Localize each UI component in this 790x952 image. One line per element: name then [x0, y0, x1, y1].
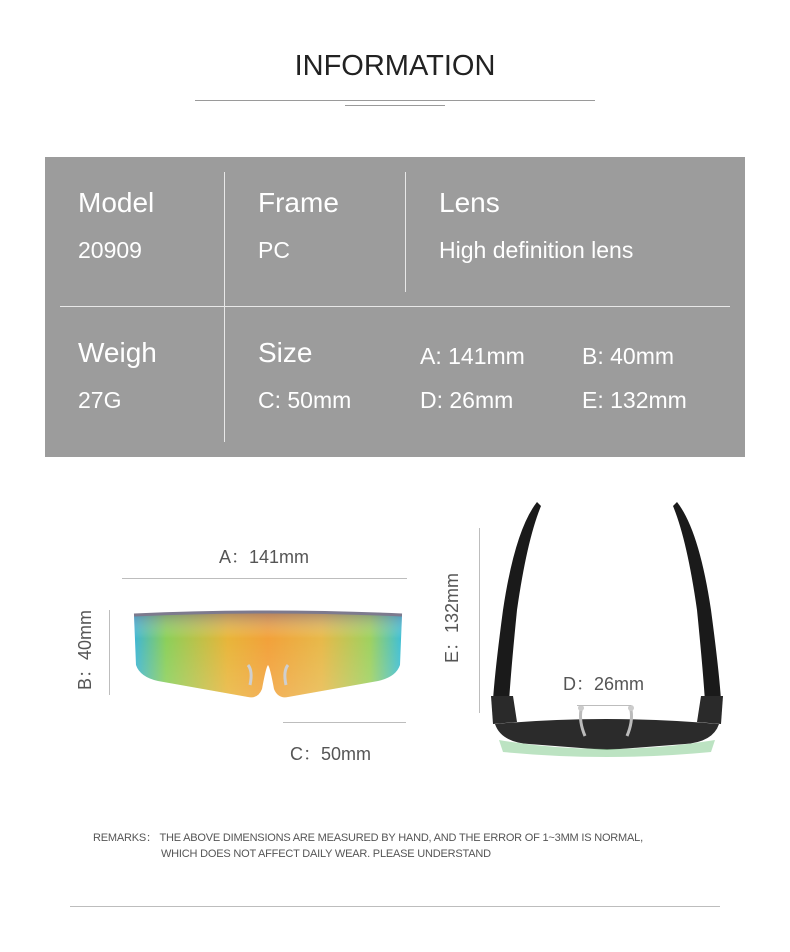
size-c-value: C: 50mm: [258, 387, 352, 413]
size-label: Size: [258, 337, 313, 368]
divider-horizontal: [60, 306, 730, 307]
title-underline-short: [345, 105, 445, 106]
remarks-line-1: REMARKS： THE ABOVE DIMENSIONS ARE MEASURED BY HAND, AND THE ERROR OF 1~3MM IS NORMAL,: [93, 832, 643, 844]
lens-value: High definition lens: [439, 237, 634, 263]
divider-vertical-1: [224, 172, 225, 442]
model-value: 20909: [78, 237, 142, 263]
spec-panel: [45, 157, 745, 457]
front-height-label: B：40mm: [75, 609, 95, 690]
front-height-line: [109, 610, 110, 695]
remarks-text: [93, 830, 643, 862]
size-a-value: A: 141mm: [420, 343, 525, 369]
top-bridge-label: D：26mm: [563, 674, 645, 694]
top-length-line: [479, 528, 480, 713]
page-title: INFORMATION: [294, 50, 496, 82]
front-width-line: [122, 578, 407, 579]
front-view-sunglasses: [128, 605, 408, 710]
size-d-value: D: 26mm: [420, 387, 514, 413]
model-label: Model: [78, 187, 155, 218]
frame-label: Frame: [258, 187, 339, 218]
front-lens-width-label: C：50mm: [290, 744, 372, 764]
size-e-value: E: 132mm: [582, 387, 687, 413]
lens-label: Lens: [439, 187, 500, 218]
title-underline: [195, 100, 595, 101]
top-length-label: E：132mm: [442, 572, 462, 664]
top-bridge-line: [577, 705, 631, 706]
footer-rule: [70, 906, 720, 907]
divider-vertical-2: [405, 172, 406, 292]
remarks-line-2: WHICH DOES NOT AFFECT DAILY WEAR. PLEASE UNDERSTAND: [161, 848, 491, 860]
size-b-value: B: 40mm: [582, 343, 675, 369]
weigh-label: Weigh: [78, 337, 157, 368]
top-view-sunglasses: [485, 500, 730, 760]
front-width-label: A：141mm: [219, 547, 310, 567]
weigh-value: 27G: [78, 387, 122, 413]
front-lens-width-line: [283, 722, 406, 723]
frame-value: PC: [258, 237, 290, 263]
